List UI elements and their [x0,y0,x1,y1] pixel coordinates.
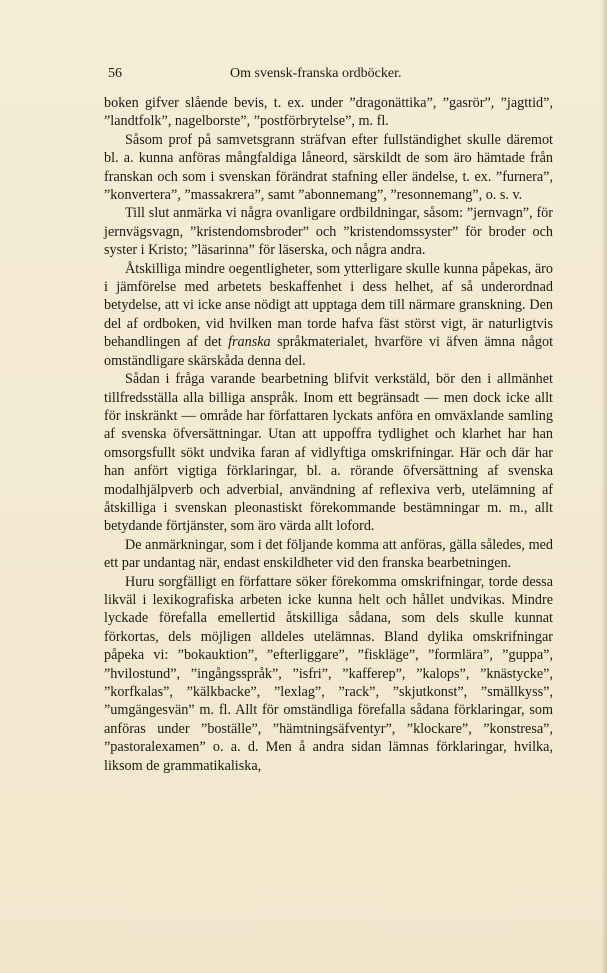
paragraph-6: De anmärkningar, som i det följande komma att anföras, gälla således, med ett par undantag när, endast enskildheter vid den franska bearbetningen. [104,536,553,572]
paragraph-3: Till slut anmärka vi några ovanligare ordbildningar, såsom: ”jernvagn”, för jernvägsvagn, ”kristendomsbroder” och ”kristendomssyster” för broder och syster i Kristo; ”läsarinna” för läserska, och några andra. [104,205,553,259]
running-title: Om svensk-franska ordböcker. [230,66,402,81]
paragraph-2: Såsom prof på samvetsgrann sträfvan efter fullständighet skulle däremot bl. a. kunna anföras mångfaldiga låneord, särskildt de som äro hämtade från franskan och som i svenskan förändrat stafning eller ändelse, t. ex. ”furnera”, ”konvertera”, ”massakrera”, samt ”abonnemang”, ”resonnemang”, o. s. v. [104,131,553,204]
page-edge-shadow [601,0,607,973]
page-number: 56 [108,66,122,81]
page-header [108,66,558,86]
paragraph-4 [104,260,553,370]
paragraph-7: Huru sorgfälligt en författare söker förekomma omskrifningar, torde dessa likväl i lexikografiska arbeten icke kunna helt och hållet undvikas. Mindre lyckade förefalla emellertid åtskilliga sådana, som dels skulle kunnat förkortas, dels möjligen alldeles utelämnas. Bland dylika omskrifningar påpeka vi: ”bokauktion”, ”efterliggare”, ”fiskläge”, ”formlära”, ”guppa”, ”hvilostund”, ”ingångsspråk”, ”isfri”, ”kafferep”, ”kalops”, ”knästycke”, ”korfkalas”, ”kälkbacke”, ”lexlag”, ”rack”, ”skjutkonst”, ”smällkyss”, ”umgängesvän” m. fl. Allt för omständliga förefalla sådana förklaringar, som anföras under ”boställe”, ”hämtningsäfventyr”, ”klockare”, ”konstresa”, ”pastoralexamen” o. a. d. Men å andra sidan lämnas förklaringar, hvilka, liksom de grammatikaliska, [104,573,553,774]
paragraph-5: Sådan i fråga varande bearbetning blifvit verkstäld, bör den i allmänhet tillfredsställa alla billiga anspråk. Inom ett begränsadt — men dock icke allt för inskränkt — område har författaren lyckats anföra en omväxlande samling af svenska öfversättningar. Utan att uppoffra tydlighet och klarhet har han omsorgsfullt sökt undvika faran af vidlyftiga omskrifningar. Här och där har han anfört vigtiga förklaringar, bl. a. rörande öfversättning af svenska modalhjälpverb och adverbial, användning af reflexiva verb, utelämning af åtskilliga i svenskan pleonastiskt förekommande bestämningar m. m., allt betydande förtjänster, som äro värda allt loford. [104,371,553,535]
paragraph-4-text-b: språkmaterialet, hvarföre vi äfven ämna något omständligare skärskåda denna del. [104,334,554,369]
emphasis-franska: franska [228,334,271,351]
paragraph-4-text-a: Åtskilliga mindre oegentligheter, som ytterligare skulle kunna påpekas, äro i jämförelse med arbetets beskaffenhet i dess helhet, af så underordnad betydelse, att vi icke anse nödigt att upptaga dem till närmare granskning. Den del af ordboken, vid hvilken man torde hafva fäst störst vigt, är naturligtvis behandlingen af det [104,260,553,351]
body-text [104,94,553,775]
paragraph-1: boken gifver slående bevis, t. ex. under ”dragonättika”, ”gasrör”, ”jagttid”, ”landtfolk”, nagelborste”, ”postförbrytelse”, m. fl. [104,95,553,130]
